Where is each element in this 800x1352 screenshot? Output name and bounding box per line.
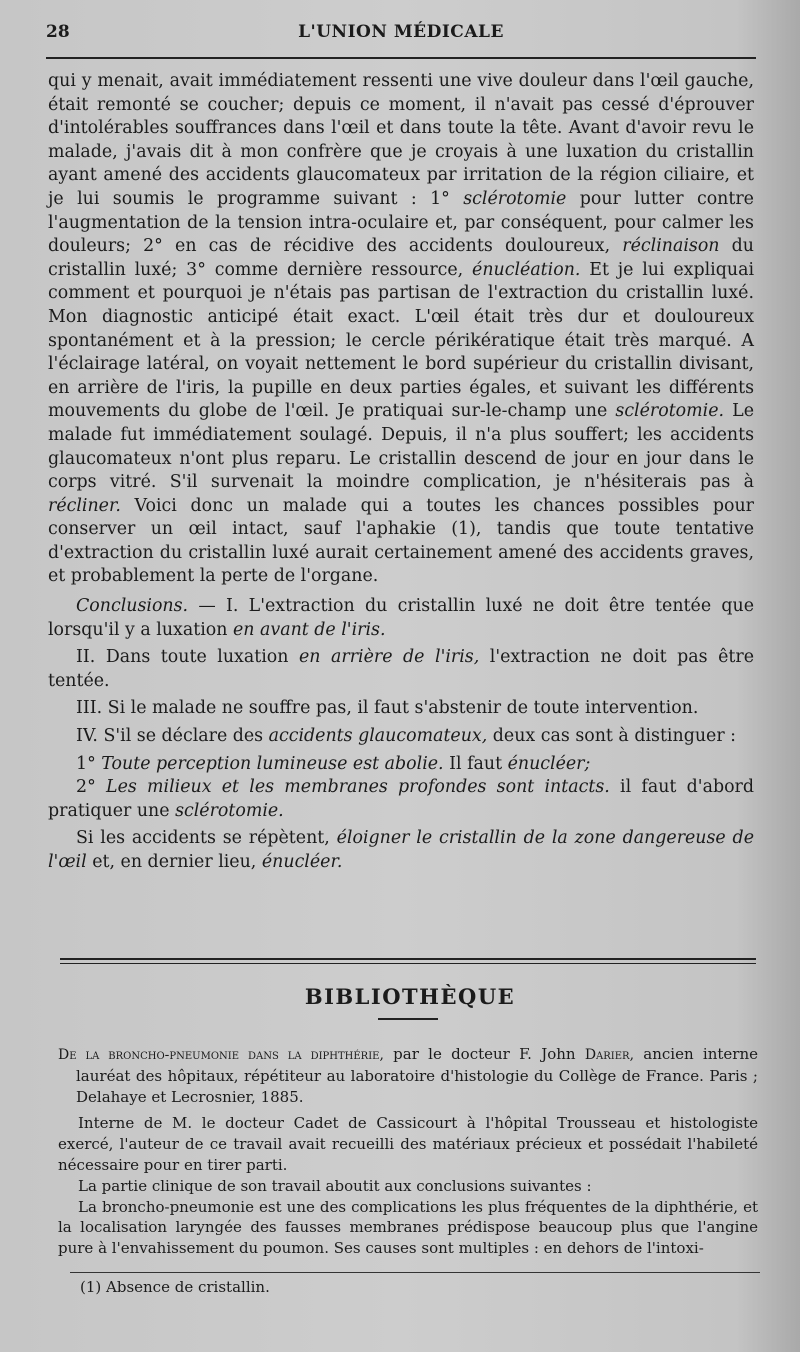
italic-run: Les milieux et les membranes profondes sont intacts. xyxy=(106,777,610,798)
text-run: Le malade fut immédiatement soulagé. Depuis, il n'a plus souffert; les accidents glaucomateux n'ont plus reparu. Le cristallin descend de jour en jour dans le corps vitré. S'il survenait la moindre complication, je n'hésiterais pas à xyxy=(48,401,754,493)
text-run: deux cas sont à distinguer : xyxy=(487,726,737,747)
text-run: II. Dans toute luxation xyxy=(76,647,299,668)
italic-run: éloigner le cristallin de la zone dangereuse de l'œil xyxy=(48,828,754,872)
text-run: 1° xyxy=(76,753,102,774)
page-header xyxy=(46,22,756,48)
italic-run: sclérotomie. xyxy=(175,800,284,821)
text-run: — I. L'extraction du cristallin luxé ne doit être tentée que lorsqu'il y a luxation xyxy=(48,596,754,640)
author-name: Darier, xyxy=(584,1047,635,1063)
text-run: pour lutter contre l'augmentation de la tension intra-oculaire et, par conséquent, pour calmer les douleurs; 2° en cas de récidive des accidents douloureux, xyxy=(48,188,754,257)
text-run: il faut d'abord pratiquer une xyxy=(48,777,754,821)
conclusion-case-1 xyxy=(48,753,754,777)
conclusion-final xyxy=(48,827,754,874)
main-paragraph xyxy=(48,70,754,589)
italic-run: en arrière de l'iris, xyxy=(299,647,480,668)
italic-run: accidents glaucomateux, xyxy=(268,726,488,747)
conclusion-4 xyxy=(48,725,754,749)
text-run: 2° xyxy=(76,777,107,798)
conclusion-2 xyxy=(48,646,754,693)
footnote-rule xyxy=(70,1272,760,1273)
text-run: qui y menait, avait immédiatement ressenti une vive douleur dans l'œil gauche, était remonté se coucher; depuis ce moment, il n'avait pas cessé d'éprouver d'intolérables souffrances dans l'œil et dans toute la tête. Avant d'avoir revu le malade, j'avais dit à mon confrère que je croyais à une luxation du cristallin ayant amené des accidents glaucomateux par irritation de la région ciliaire, et je lui soumis le programme suivant : 1° xyxy=(48,71,754,209)
section-title: BIBLIOTHÈQUE xyxy=(304,984,516,1009)
review-paragraph: Interne de M. le docteur Cadet de Cassicourt à l'hôpital Trousseau et histologiste exercé, l'auteur de ce travail avait recueilli des matériaux précieux et possédait l'habileté nécessaire pour en tirer parti. xyxy=(58,1114,758,1174)
text-run: l'extraction ne doit pas être tentée. xyxy=(48,647,755,691)
italic-run: récliner. xyxy=(48,495,121,516)
italic-run: Toute perception lumineuse est abolie. xyxy=(101,753,444,774)
italic-run: énucléation. xyxy=(472,259,581,280)
italic-run: sclérotomie xyxy=(463,188,567,209)
text-run: IV. S'il se déclare des xyxy=(76,726,269,747)
article-body xyxy=(48,70,754,875)
book-title: De la broncho-pneumonie dans la diphthérie, xyxy=(58,1047,384,1063)
running-title: L'UNION MÉDICALE xyxy=(298,22,504,42)
text-run: du cristallin luxé; 3° comme dernière ressource, xyxy=(48,236,754,280)
title-underline xyxy=(378,1018,438,1020)
conclusion-3: III. Si le malade ne souffre pas, il faut s'abstenir de toute intervention. xyxy=(76,698,699,719)
italic-run: énucléer. xyxy=(261,852,343,872)
conclusion-1 xyxy=(48,595,754,642)
italic-run: énucléer; xyxy=(507,753,591,774)
text-run: et, en dernier lieu, xyxy=(86,852,262,872)
italic-run: en avant de l'iris. xyxy=(232,619,386,640)
conclusion-case-2 xyxy=(48,776,754,823)
review-paragraph: La broncho-pneumonie est une des complications les plus fréquentes de la diphthérie, et la localisation laryngée des fausses membranes prédispose beaucoup plus que l'angine pure à l'envahissement du poumon. Ses causes sont multiples : en dehors de l'intoxi- xyxy=(58,1197,758,1258)
book-review xyxy=(58,1044,758,1259)
italic-run: sclérotomie. xyxy=(615,401,725,422)
text-run: Si les accidents se répètent, xyxy=(76,828,337,849)
review-paragraph: La partie clinique de son travail aboutit aux conclusions suivantes : xyxy=(78,1176,592,1195)
text-run: par le docteur F. John xyxy=(383,1045,585,1063)
text-run: ancien interne lauréat des hôpitaux, répétiteur au laboratoire d'histologie du Collège de France. Paris ; Delahaye et Lecrosnier, 1885. xyxy=(76,1045,758,1106)
page-number: 28 xyxy=(46,22,70,42)
text-run: Voici donc un malade qui a toutes les chances possibles pour conserver un œil intact, sauf l'aphakie (1), tandis que toute tentative d'extraction du cristallin luxé aurait certainement amené des accidents graves, et probablement la perte de l'organe. xyxy=(48,495,754,587)
text-run: Et je lui expliquai comment et pourquoi je n'étais pas partisan de l'extraction du cristallin luxé. Mon diagnostic anticipé était exact. L'œil était très dur et douloureux spontanément et à la pression; le cercle périkératique était très marqué. A l'éclairage latéral, on voyait nettement le bord supérieur du cristallin divisant, en arrière de l'iris, la pupille en deux parties égales, et suivant les différents mouvements du globe de l'œil. Je pratiquai sur-le-champ une xyxy=(48,259,755,422)
section-divider xyxy=(60,958,756,964)
italic-run: réclinaison xyxy=(622,236,720,257)
text-run: Il faut xyxy=(443,753,508,774)
footnote: (1) Absence de cristallin. xyxy=(80,1278,270,1296)
conclusions-label: Conclusions. xyxy=(76,596,189,617)
header-rule xyxy=(46,57,756,59)
bibliographic-entry xyxy=(58,1044,758,1107)
